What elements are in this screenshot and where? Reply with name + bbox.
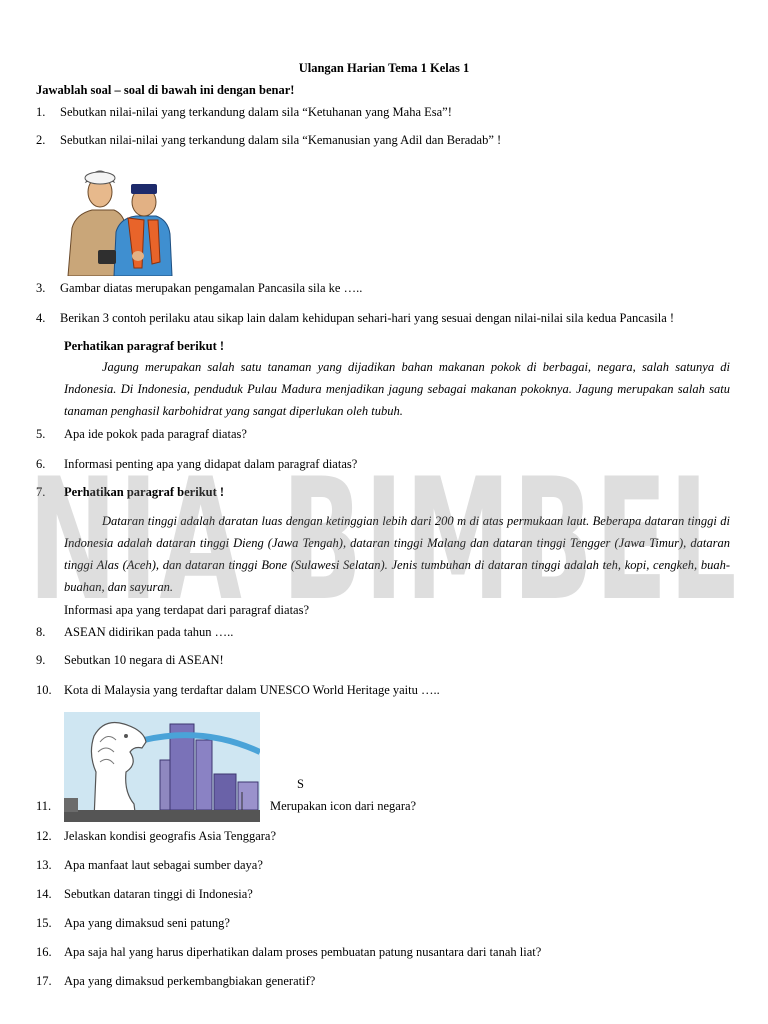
section-heading-1: Perhatikan paragraf berikut ! <box>64 339 225 353</box>
question-number-5: 5. <box>36 427 46 441</box>
question-text-2: Sebutkan nilai-nilai yang terkandung dalam sila “Kemanusian yang Adil dan Beradab” ! <box>60 133 502 147</box>
question-text-8: ASEAN didirikan pada tahun ….. <box>64 625 234 639</box>
question-text-3: Gambar diatas merupakan pengamalan Pancasila sila ke ….. <box>60 281 363 295</box>
merlion-illustration <box>64 712 260 822</box>
question-text-1: Sebutkan nilai-nilai yang terkandung dalam sila “Ketuhanan yang Maha Esa”! <box>60 105 452 119</box>
question-text-16: Apa saja hal yang harus diperhatikan dalam proses pembuatan patung nusantara dari tanah liat? <box>64 945 542 959</box>
question-text-13: Apa manfaat laut sebagai sumber daya? <box>64 858 263 872</box>
question-number-14: 14. <box>36 887 52 901</box>
question-number-11: 11. <box>36 799 52 813</box>
question-number-3: 3. <box>36 281 46 295</box>
watermark-text: NIA BIMBEL <box>28 452 739 612</box>
question-number-9: 9. <box>36 653 46 667</box>
question-number-6: 6. <box>36 457 46 471</box>
question-text-14: Sebutkan dataran tinggi di Indonesia? <box>64 887 253 901</box>
question-text-5: Apa ide pokok pada paragraf diatas? <box>64 427 247 441</box>
question-text-10: Kota di Malaysia yang terdaftar dalam UNESCO World Heritage yaitu ….. <box>64 683 440 697</box>
question-text-12: Jelaskan kondisi geografis Asia Tenggara? <box>64 829 277 843</box>
question-text-7: Informasi apa yang terdapat dari paragraf diatas? <box>64 603 310 617</box>
paragraph-2-text: Dataran tinggi adalah daratan luas dengan ketinggian lebih dari 200 m di atas permukaan laut. Beberapa dataran tinggi di Indonesia adalah dataran tinggi Dieng (Jawa Tengah), dataran tinggi Malang dan dataran tinggi Tengger (Jawa Timur), dataran tinggi Alas (Aceh), dan dataran tinggi Bone (Sulawesi Selatan). Jenis tumbuhan di dataran tinggi adalah teh, kopi, cengkeh, buah-buahan, dan sayuran. <box>64 514 730 594</box>
question-number-15: 15. <box>36 916 52 930</box>
question-number-13: 13. <box>36 858 52 872</box>
question-number-1: 1. <box>36 105 46 119</box>
question-number-16: 16. <box>36 945 52 959</box>
question-text-6: Informasi penting apa yang didapat dalam paragraf diatas? <box>64 457 358 471</box>
question-number-4: 4. <box>36 311 46 325</box>
question-text-15: Apa yang dimaksud seni patung? <box>64 916 230 930</box>
two-men-illustration <box>64 158 176 276</box>
paragraph-1-text: Jagung merupakan salah satu tanaman yang dijadikan bahan makanan pokok di berbagai, negara, salah satunya di Indonesia. Di Indonesia, penduduk Pulau Madura menjadikan jagung sebagai makanan pokoknya. Jagung merupakan salah satu tanaman penghasil karbohidrat yang sangat diperlukan oleh tubuh. <box>64 360 730 418</box>
question-number-17: 17. <box>36 974 52 988</box>
page-title: Ulangan Harian Tema 1 Kelas 1 <box>298 61 470 75</box>
paragraph-1 <box>64 356 730 422</box>
question-text-9: Sebutkan 10 negara di ASEAN! <box>64 653 224 667</box>
question-number-2: 2. <box>36 133 46 147</box>
instruction: Jawablah soal – soal di bawah ini dengan benar! <box>36 83 295 97</box>
question-number-7: 7. <box>36 485 46 499</box>
section-heading-2: Perhatikan paragraf berikut ! <box>64 485 225 499</box>
question-number-8: 8. <box>36 625 46 639</box>
stray-letter: S <box>297 777 304 791</box>
question-text-11: Merupakan icon dari negara? <box>270 799 417 813</box>
question-text-4: Berikan 3 contoh perilaku atau sikap lain dalam kehidupan sehari-hari yang sesuai dengan nilai-nilai sila kedua Pancasila ! <box>60 311 675 325</box>
question-number-10: 10. <box>36 683 52 697</box>
question-text-17: Apa yang dimaksud perkembangbiakan generatif? <box>64 974 316 988</box>
question-number-12: 12. <box>36 829 52 843</box>
paragraph-2 <box>64 510 730 598</box>
